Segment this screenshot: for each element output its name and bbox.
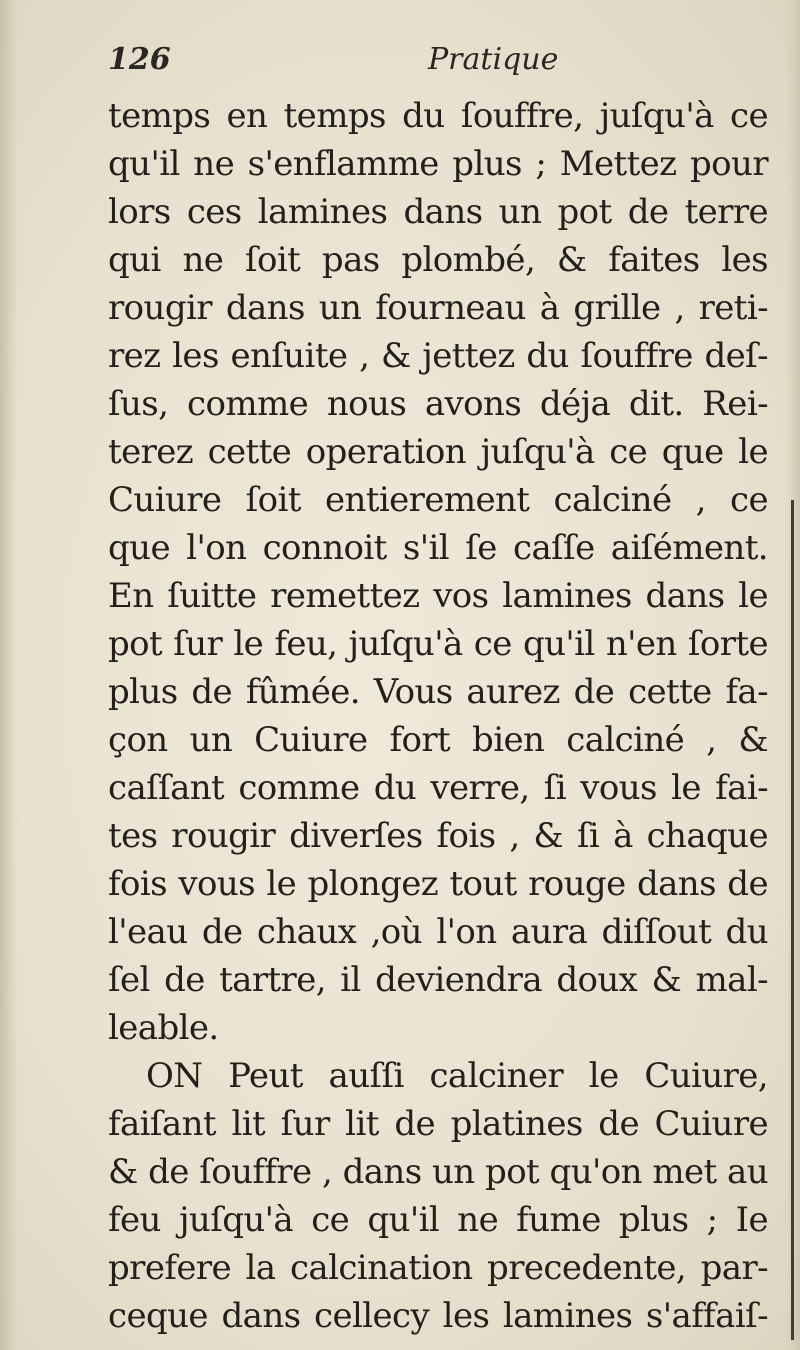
text-line: qu'il ne s'enflamme plus ; Mettez pour xyxy=(108,144,768,184)
text-line: & de ſouffre , dans un pot qu'on met au xyxy=(108,1152,768,1192)
text-line: temps en temps du ſouffre, juſqu'à ce xyxy=(108,96,768,136)
text-line: rougir dans un fourneau à grille , reti- xyxy=(108,288,768,328)
text-line: l'eau de chaux ,où l'on aura diſſout du xyxy=(108,912,768,952)
running-head: Pratique xyxy=(428,42,559,77)
text-line: feu juſqu'à ce qu'il ne fume plus ; Ie xyxy=(108,1200,768,1240)
text-line: En ſuitte remettez vos lamines dans le xyxy=(108,576,768,616)
text-line: pot ſur le feu, juſqu'à ce qu'il n'en ſorte xyxy=(108,624,768,664)
binding-edge-line xyxy=(791,500,794,1340)
text-line: plus de fûmée. Vous aurez de cette fa- xyxy=(108,672,768,712)
text-line: qui ne ſoit pas plombé, & faites les xyxy=(108,240,768,280)
page-gutter-shadow xyxy=(0,0,18,1350)
text-line: ſus, comme nous avons déja dit. Rei- xyxy=(108,384,768,424)
text-line: tes rougir diverſes fois , & ſi à chaque xyxy=(108,816,768,856)
text-line: faiſant lit ſur lit de platines de Cuiure xyxy=(108,1104,768,1144)
text-line: terez cette operation juſqu'à ce que le xyxy=(108,432,768,472)
text-line: fois vous le plongez tout rouge dans de xyxy=(108,864,768,904)
page-header xyxy=(108,42,758,92)
page-number: 126 xyxy=(108,42,171,77)
text-line: prefere la calcination precedente, par- xyxy=(108,1248,768,1288)
body-text xyxy=(108,92,768,1340)
text-line: ſel de tartre, il deviendra doux & mal- xyxy=(108,960,768,1000)
text-line: caſſant comme du verre, ſi vous le fai- xyxy=(108,768,768,808)
paragraph-start-line: ON Peut auſſi calciner le Cuiure, xyxy=(146,1056,768,1096)
text-line: ceque dans cellecy les lamines s'affaiſ- xyxy=(108,1296,768,1336)
text-line: Cuiure ſoit entierement calciné , ce xyxy=(108,480,768,520)
text-line: rez les enſuite , & jettez du ſouffre deſ- xyxy=(108,336,768,376)
text-line: que l'on connoit s'il ſe caſſe aiſément. xyxy=(108,528,768,568)
paragraph-end-line: leable. xyxy=(108,1008,219,1048)
text-line: lors ces lamines dans un pot de terre xyxy=(108,192,768,232)
text-line: çon un Cuiure fort bien calciné , & xyxy=(108,720,768,760)
